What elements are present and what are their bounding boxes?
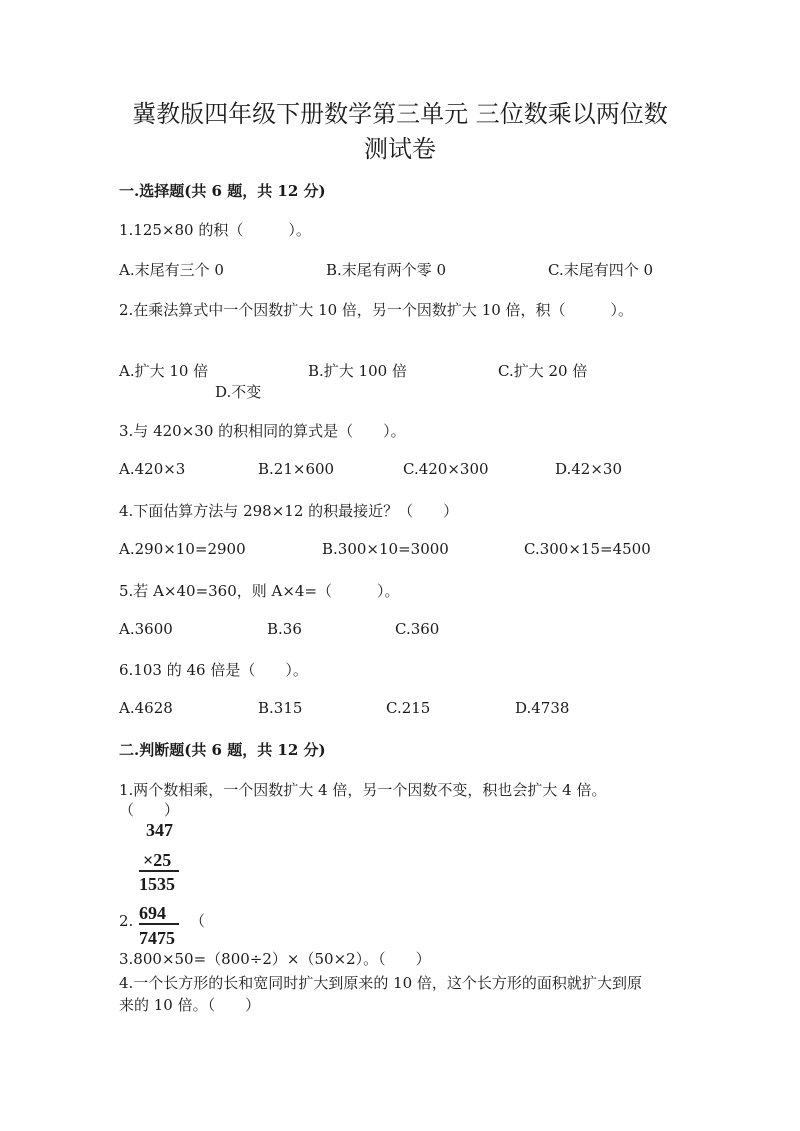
option-a[interactable]: A.4628 bbox=[119, 699, 173, 717]
question-4: 4.下面估算方法与 298×12 的积最接近？（ ） bbox=[119, 502, 459, 520]
option-b[interactable]: B.300×10=3000 bbox=[322, 540, 449, 558]
option-a[interactable]: A.420×3 bbox=[119, 460, 186, 478]
calc-multiplicand: 347 bbox=[146, 820, 173, 840]
option-a[interactable]: A.3600 bbox=[119, 620, 173, 638]
calc-line bbox=[139, 870, 179, 872]
judgement-1-answer[interactable]: （ ） bbox=[119, 801, 180, 819]
judgement-4-continued[interactable]: 来的 10 倍。（ ） bbox=[119, 996, 261, 1014]
calc-multiplier: ×25 bbox=[143, 850, 172, 870]
judgement-3: 3.800×50=（800÷2）×（50×2）。（ ） bbox=[119, 950, 431, 968]
question-5: 5.若 A×40=360，则 A×4=（ ）。 bbox=[119, 582, 400, 600]
option-c[interactable]: C.420×300 bbox=[403, 460, 489, 478]
option-a[interactable]: A.扩大 10 倍 bbox=[119, 362, 209, 380]
question-1: 1.125×80 的积（ ）。 bbox=[119, 221, 311, 239]
section-heading-choice: 一.选择题(共 6 题，共 12 分) bbox=[119, 182, 326, 200]
question-2: 2.在乘法算式中一个因数扩大 10 倍，另一个因数扩大 10 倍，积（ ）。 bbox=[119, 301, 634, 319]
page-title-continued: 测试卷 bbox=[364, 135, 436, 163]
calc-partial-product-2: 694 bbox=[139, 903, 166, 923]
calc-line bbox=[139, 923, 179, 925]
option-d[interactable]: D.4738 bbox=[515, 699, 570, 717]
calc-result: 7475 bbox=[139, 928, 175, 948]
option-b[interactable]: B.扩大 100 倍 bbox=[308, 362, 407, 380]
judgement-2-answer[interactable]: （ bbox=[190, 912, 206, 930]
option-c[interactable]: C.360 bbox=[395, 620, 440, 638]
option-c[interactable]: C.215 bbox=[386, 699, 431, 717]
option-b[interactable]: B.末尾有两个零 0 bbox=[326, 261, 447, 279]
judgement-4: 4.一个长方形的长和宽同时扩大到原来的 10 倍，这个长方形的面积就扩大到原 bbox=[119, 974, 642, 992]
option-b[interactable]: B.315 bbox=[258, 699, 303, 717]
option-b[interactable]: B.21×600 bbox=[258, 460, 335, 478]
question-6: 6.103 的 46 倍是（ ）。 bbox=[119, 661, 308, 679]
option-c[interactable]: C.扩大 20 倍 bbox=[498, 362, 588, 380]
option-d[interactable]: D.42×30 bbox=[555, 460, 623, 478]
option-c[interactable]: C.300×15=4500 bbox=[524, 540, 651, 558]
option-c[interactable]: C.末尾有四个 0 bbox=[548, 261, 654, 279]
judgement-1: 1.两个数相乘，一个因数扩大 4 倍，另一个因数不变，积也会扩大 4 倍。 bbox=[119, 781, 607, 799]
judgement-2-number: 2. bbox=[119, 912, 134, 930]
question-3: 3.与 420×30 的积相同的算式是（ ）。 bbox=[119, 422, 406, 440]
calc-partial-product-1: 1535 bbox=[139, 874, 175, 894]
section-heading-judgement: 二.判断题(共 6 题，共 12 分) bbox=[119, 741, 326, 759]
option-d[interactable]: D.不变 bbox=[215, 383, 262, 401]
page-title: 冀教版四年级下册数学第三单元 三位数乘以两位数 bbox=[132, 100, 668, 128]
option-a[interactable]: A.290×10=2900 bbox=[119, 540, 246, 558]
option-b[interactable]: B.36 bbox=[267, 620, 302, 638]
option-a[interactable]: A.末尾有三个 0 bbox=[119, 261, 224, 279]
